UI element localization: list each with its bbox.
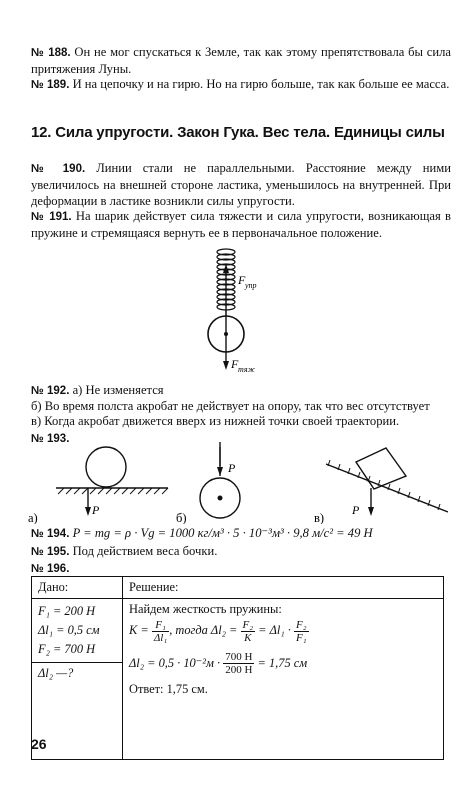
problem-text: И на цепочку и на гирю. Но на гирю больше, так как больше ее масса. [72,77,450,91]
problem-number: № 189. [31,79,70,91]
answer-c: в) Когда акробат движется вверх из нижней точки своей траектории. [31,414,400,428]
find-stiffness: Найдем жесткость пружины: [129,602,282,616]
problem-text: Он не мог спускаться к Земле, так как этому препятствовала бы сила притяжения Луны. [31,45,451,76]
problem-195 [31,543,451,560]
problem-number: № 193. [31,433,70,445]
label-c: в) [314,511,325,524]
label-b: б) [176,511,187,524]
problem-192 [31,383,451,429]
weight-label-c: P [352,503,360,517]
elastic-force-label: F [238,273,246,287]
weight-label-a: P [92,503,100,517]
problem-text: Линии стали не параллельными. Расстояние между ними увеличилось на внешней стороне ластика, уменьшилось на внутренней. При деформации в ластике возникли силы упругости. [31,161,451,208]
problem-number: № 191. [31,211,72,223]
gravity-force-label: F [231,357,239,371]
problem-191 [31,208,451,241]
problem-189 [31,76,451,93]
given-f2: F₂ = 700 Н [38,642,96,656]
problem-196-header [31,560,451,577]
weight-figures [28,442,448,524]
formula: P = mg = ρ · Vg = 1000 кг/м³ · 5 · 10⁻³м³ · 9,8 м/с² = 49 Н [72,526,373,540]
gravity-force-sub: тяж [238,365,256,374]
given-header: Дано: [32,577,123,599]
solution-table [31,576,444,760]
spring-ball-figure [190,246,300,374]
given-values [32,599,123,663]
problem-190 [31,160,451,209]
given-dl1: Δl₁ = 0,5 см [38,623,100,637]
answer-b: б) Во время полста акробат не действует на опору, так что вес отсутствует [31,399,430,413]
figure-a [56,447,168,510]
figure-b [200,442,240,518]
figure-c [326,448,448,512]
answer-a: а) Не изменяется [72,383,164,397]
problem-188 [31,44,451,77]
problem-text: На шарик действует сила тяжести и сила упругости, возникающая в пружине и стремящаяся вернуть ее в первоначальное положение. [31,209,451,240]
elastic-force-sub: упр [245,281,257,290]
problem-number: № 188. [31,47,71,59]
answer: Ответ: 1,75 см. [129,682,208,697]
weight-label-b: P [228,461,236,475]
problem-number: № 194. [31,528,70,540]
problem-number: № 196. [31,563,70,575]
calculation: Δl₂ = 0,5 · 10⁻²м · $\frac{700 Н}{200 Н}$ = 1,75 см [129,651,308,677]
problem-number: № 195. [31,546,70,558]
problem-194 [31,525,451,542]
solution-header: Решение: [123,577,444,599]
label-a: а) [28,511,38,524]
problem-number: № 190. [31,163,86,175]
given-f1: F₁ = 200 Н [38,604,96,618]
find-value: Δl₂ —? [32,663,123,760]
section-title: 12. Сила упругости. Закон Гука. Вес тела. Единицы силы [31,124,445,141]
page-number: 26 [31,736,47,752]
solution-body [123,599,444,760]
problem-text: Под действием веса бочки. [72,544,218,558]
stiffness-formula: K = $\frac{\text{F₁}}{\text{Δl₁}}$ , тогда Δl₂ = $\frac{\text{F₂}}{K}$ = Δl₁ · $\frac{\text{F₂}}{\text{F₁}}$ [129,618,307,644]
problem-number: № 192. [31,385,70,397]
